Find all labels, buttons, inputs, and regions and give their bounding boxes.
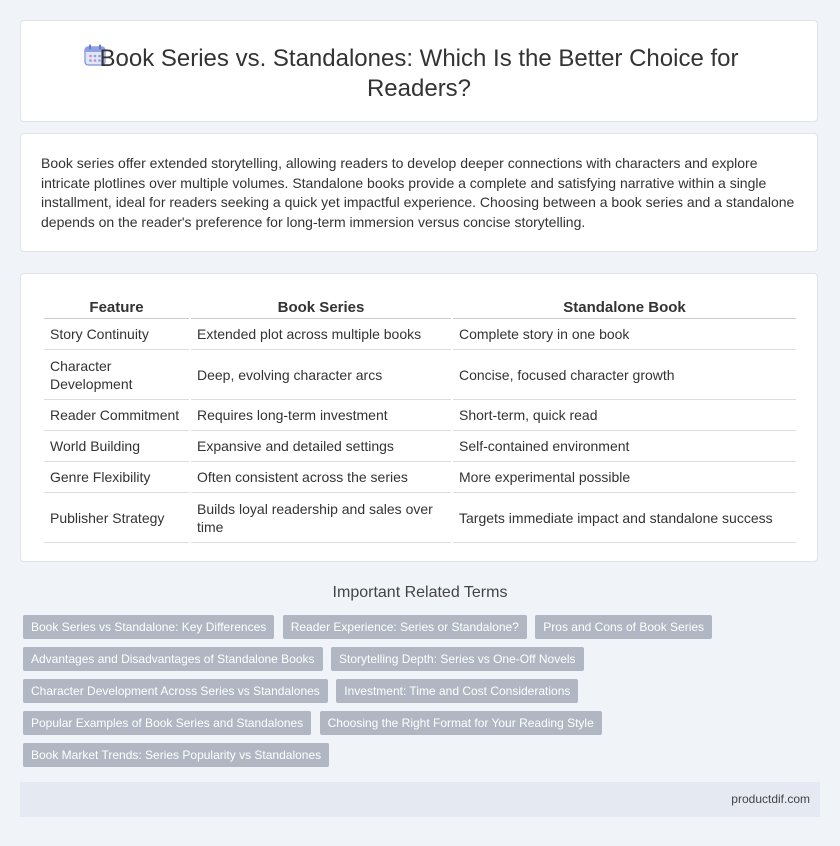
related-tag[interactable]: Investment: Time and Cost Considerations [336, 679, 578, 703]
related-tag[interactable]: Reader Experience: Series or Standalone? [283, 615, 527, 639]
header-feature: Feature [44, 296, 189, 319]
table-cell: Genre Flexibility [44, 462, 189, 493]
table-cell: Often consistent across the series [191, 462, 451, 493]
table-cell: Reader Commitment [44, 400, 189, 431]
table-cell: Concise, focused character growth [453, 350, 796, 400]
intro-card [20, 133, 818, 252]
table-header-row [44, 296, 796, 319]
table-row [44, 400, 796, 431]
table-cell: Expansive and detailed settings [191, 431, 451, 462]
table-row [44, 350, 796, 400]
related-terms-heading: Important Related Terms [332, 584, 508, 601]
table-cell: Deep, evolving character arcs [191, 350, 451, 400]
table-cell: Publisher Strategy [44, 493, 189, 543]
intro-paragraph: Book series offer extended storytelling, allowing readers to develop deeper connections with characters and explore intricate plotlines over multiple volumes. Standalone books provide a complete and satisfying narrative within a single installment, ideal for readers seeking a quick yet impactful experience. Choosing between a book series and a standalone depends on the reader's preference for long-term immersion versus concise storytelling. [41, 155, 795, 230]
related-tag[interactable]: Pros and Cons of Book Series [535, 615, 712, 639]
table-row [44, 319, 796, 350]
table-cell: Builds loyal readership and sales over time [191, 493, 451, 543]
related-tag[interactable]: Book Series vs Standalone: Key Differences [23, 615, 274, 639]
table-cell: Character Development [44, 350, 189, 400]
related-tag[interactable]: Storytelling Depth: Series vs One-Off Novels [331, 647, 584, 671]
related-tag[interactable]: Book Market Trends: Series Popularity vs Standalones [23, 743, 329, 767]
title-card [20, 20, 818, 122]
table-cell: Self-contained environment [453, 431, 796, 462]
comparison-card [20, 273, 818, 562]
table-row [44, 493, 796, 543]
related-tag[interactable]: Character Development Across Series vs Standalones [23, 679, 328, 703]
table-cell: Extended plot across multiple books [191, 319, 451, 350]
related-tag[interactable]: Advantages and Disadvantages of Standalone Books [23, 647, 323, 671]
related-tag[interactable]: Popular Examples of Book Series and Standalones [23, 711, 311, 735]
table-row [44, 462, 796, 493]
table-cell: Story Continuity [44, 319, 189, 350]
table-cell: Short-term, quick read [453, 400, 796, 431]
comparison-table [42, 296, 798, 543]
header-book-series: Book Series [191, 296, 451, 319]
table-row [44, 431, 796, 462]
related-tags [23, 615, 823, 775]
table-cell: More experimental possible [453, 462, 796, 493]
footer [20, 782, 820, 817]
table-cell: Requires long-term investment [191, 400, 451, 431]
table-cell: Targets immediate impact and standalone success [453, 493, 796, 543]
related-tag[interactable]: Choosing the Right Format for Your Reading Style [320, 711, 602, 735]
header-standalone-book: Standalone Book [453, 296, 796, 319]
page-title: Book Series vs. Standalones: Which Is the Better Choice for Readers? [99, 45, 739, 102]
footer-site-link[interactable]: productdif.com [731, 792, 810, 806]
table-cell: World Building [44, 431, 189, 462]
table-cell: Complete story in one book [453, 319, 796, 350]
